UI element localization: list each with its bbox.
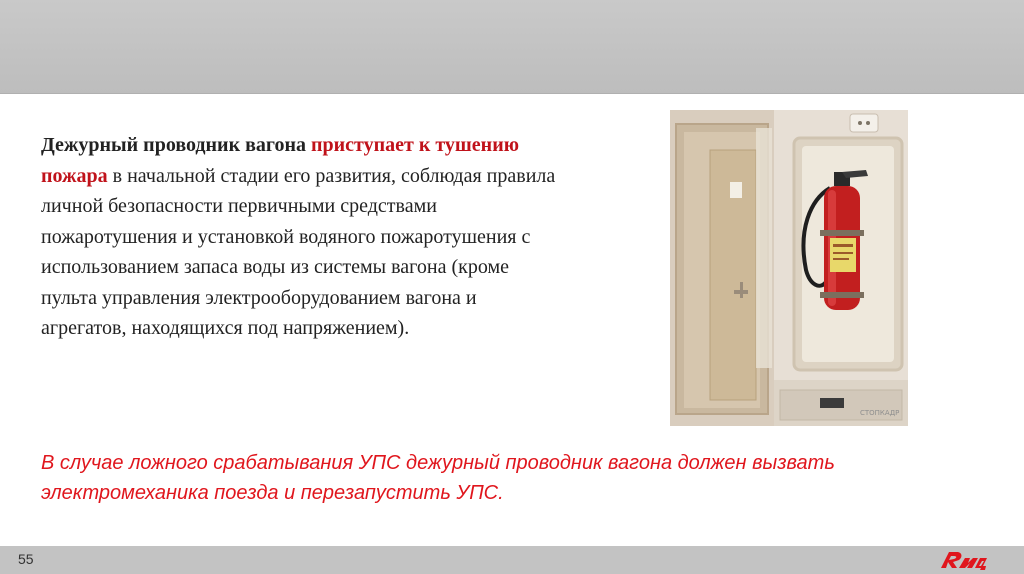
- fire-extinguisher-photo: [670, 110, 908, 426]
- main-text-part3: в начальной стадии его развития, соблюдая правила личной безопасности первичными средствами пожаротушения и установкой водяного пожаротушения с использованием запаса воды из системы вагона (кроме пульта управления электрооборудованием вагона и агрегатов, находящихся под напряжением).: [41, 164, 556, 339]
- page-number: 55: [18, 551, 34, 567]
- rzd-logo: [935, 548, 991, 572]
- main-text-part1: Дежурный проводник вагона: [41, 134, 311, 156]
- photo-watermark: СТОПКАДР: [860, 409, 900, 417]
- header-bar: [0, 0, 1024, 94]
- photo-illustration: [670, 110, 908, 426]
- main-text-highlight: приступает к тушению пожара: [41, 134, 520, 187]
- footer-bar: [0, 546, 1024, 574]
- main-paragraph: [41, 130, 561, 344]
- warning-note: В случае ложного срабатывания УПС дежурный проводник вагона должен вызвать электромеханика поезда и перезапустить УПС.: [41, 452, 835, 504]
